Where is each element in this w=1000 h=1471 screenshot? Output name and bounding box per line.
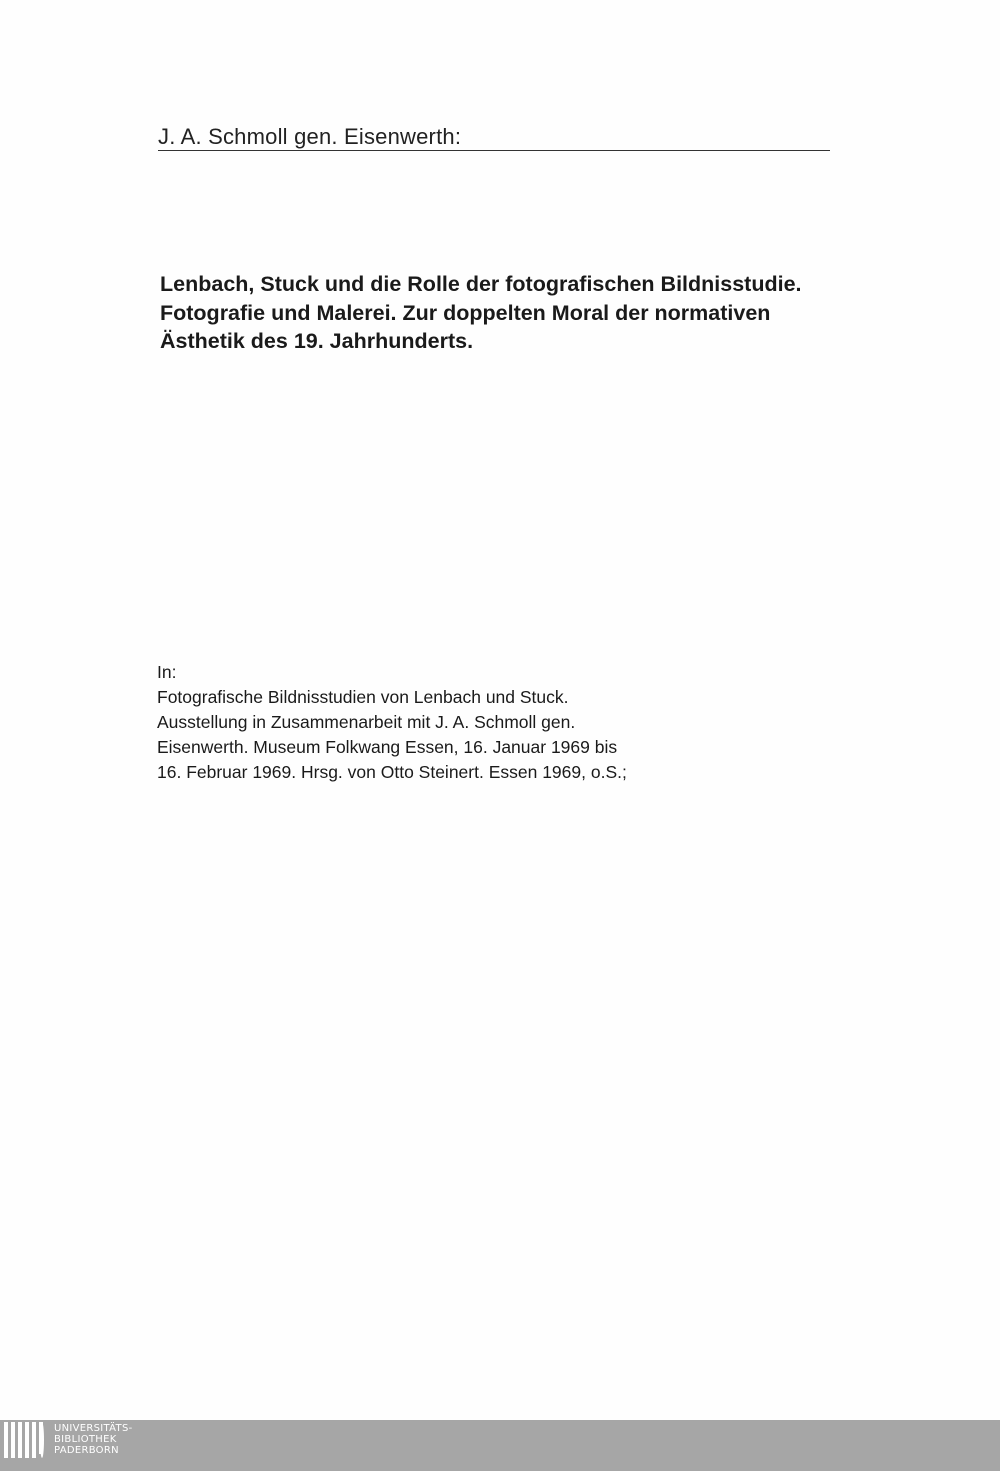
source-line: Ausstellung in Zusammenarbeit mit J. A. Schmoll gen. [157,712,576,732]
source-line: 16. Februar 1969. Hrsg. von Otto Steinert. Essen 1969, o.S.; [157,762,627,782]
library-logo-icon [4,1422,46,1466]
source-line: Eisenwerth. Museum Folkwang Essen, 16. Januar 1969 bis [157,737,618,757]
source-line: Fotografische Bildnisstudien von Lenbach und Stuck. [157,687,569,707]
logo-text-line: UNIVERSITÄTS- [54,1423,133,1434]
library-footer-bar [0,1420,1000,1471]
title-line: Lenbach, Stuck und die Rolle der fotografischen Bildnisstudie. [160,272,802,296]
logo-text-line: BIBLIOTHEK [54,1434,117,1445]
author-underline [158,150,830,151]
library-logo-text [54,1423,133,1456]
logo-text-line: PADERBORN [54,1445,119,1456]
title-line: Ästhetik des 19. Jahrhunderts. [160,329,474,353]
title-line: Fotografie und Malerei. Zur doppelten Moral der normativen [160,300,771,325]
author-line: J. A. Schmoll gen. Eisenwerth: [158,124,462,149]
source-line: In: [157,662,177,682]
source-citation [157,660,717,785]
document-title [160,270,860,356]
